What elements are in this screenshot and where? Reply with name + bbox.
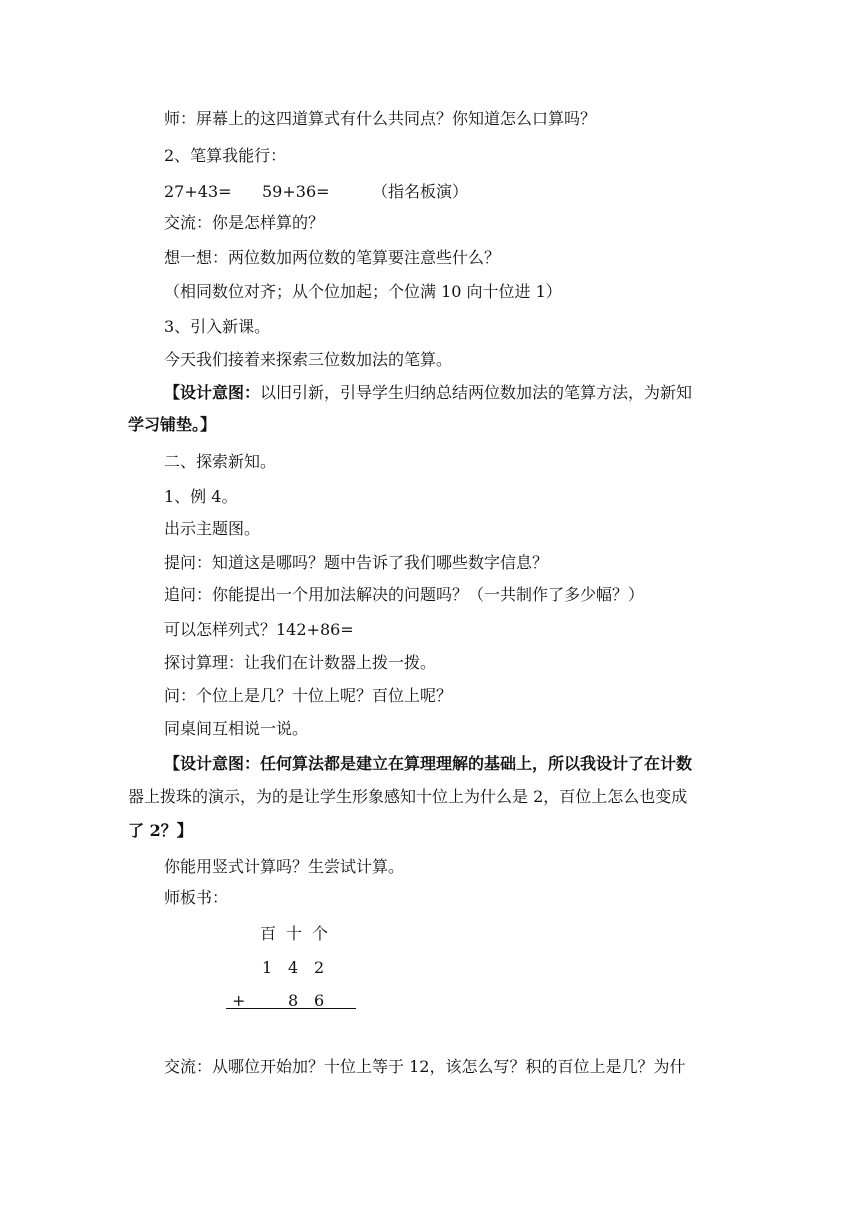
think-line: 想一想：两位数加两位数的笔算要注意些什么？ bbox=[164, 248, 501, 267]
sum-underline bbox=[226, 1008, 356, 1009]
design-intent-2-line3: 了 2？】 bbox=[128, 821, 193, 840]
section-explore: 二、探索新知。 bbox=[164, 452, 277, 471]
ask-line: 提问：知道这是哪吗？题中告诉了我们哪些数字信息？ bbox=[164, 553, 549, 572]
equation-2: 59+36= bbox=[262, 182, 330, 201]
addend-ones: 6 bbox=[314, 991, 325, 1010]
equation-line: 可以怎样列式？142+86= bbox=[164, 620, 354, 639]
place-hundreds: 百 bbox=[260, 924, 277, 943]
pair-talk: 同桌间互相说一说。 bbox=[164, 719, 309, 738]
follow-up-line: 追问：你能提出一个用加法解决的问题吗？（一共制作了多少幅？） bbox=[164, 585, 645, 604]
section-intro: 3、引入新课。 bbox=[164, 317, 271, 336]
place-tens: 十 bbox=[286, 924, 303, 943]
section-written-calc: 2、笔算我能行： bbox=[164, 146, 287, 165]
digit-hundreds: 1 bbox=[262, 958, 273, 977]
board-writing-label: 师板书： bbox=[164, 888, 229, 907]
explore-principle: 探讨算理：让我们在计数器上拨一拨。 bbox=[164, 653, 437, 672]
addend-tens: 8 bbox=[288, 991, 299, 1010]
rule-summary: （相同数位对齐；从个位加起；个位满 10 向十位进 1） bbox=[164, 282, 562, 301]
teacher-question-line: 师：屏幕上的这四道算式有什么共同点？你知道怎么口算吗？ bbox=[164, 109, 597, 128]
exchange-line: 交流：你是怎样算的？ bbox=[164, 213, 325, 232]
design-intent-1 bbox=[164, 382, 692, 404]
design-intent-text: 以旧引新，引导学生归纳总结两位数加法的笔算方法，为新知 bbox=[260, 383, 693, 402]
design-intent-2-line2: 器上拨珠的演示，为的是让学生形象感知十位上为什么是 2，百位上怎么也变成 bbox=[128, 787, 688, 806]
design-intent-2-line1: 【设计意图：任何算法都是建立在算理理解的基础上，所以我设计了在计数 bbox=[164, 754, 693, 773]
design-intent-1-cont: 学习铺垫。】 bbox=[128, 415, 217, 434]
place-question: 问：个位上是几？十位上呢？百位上呢？ bbox=[164, 686, 453, 705]
exchange-question-line: 交流：从哪位开始加？十位上等于 12，该怎么写？积的百位上是几？为什 bbox=[164, 1057, 686, 1076]
intro-text: 今天我们接着来探索三位数加法的笔算。 bbox=[164, 350, 453, 369]
equation-1: 27+43= bbox=[164, 182, 232, 201]
plus-sign: + bbox=[232, 991, 246, 1010]
board-note: （指名板演） bbox=[372, 182, 469, 201]
vertical-calc-prompt: 你能用竖式计算吗？生尝试计算。 bbox=[164, 857, 405, 876]
place-ones: 个 bbox=[312, 924, 329, 943]
digit-ones: 2 bbox=[314, 958, 325, 977]
digit-tens: 4 bbox=[288, 958, 299, 977]
show-picture: 出示主题图。 bbox=[164, 519, 261, 538]
example-4: 1、例 4。 bbox=[164, 487, 238, 506]
design-intent-label: 【设计意图： bbox=[164, 383, 261, 402]
